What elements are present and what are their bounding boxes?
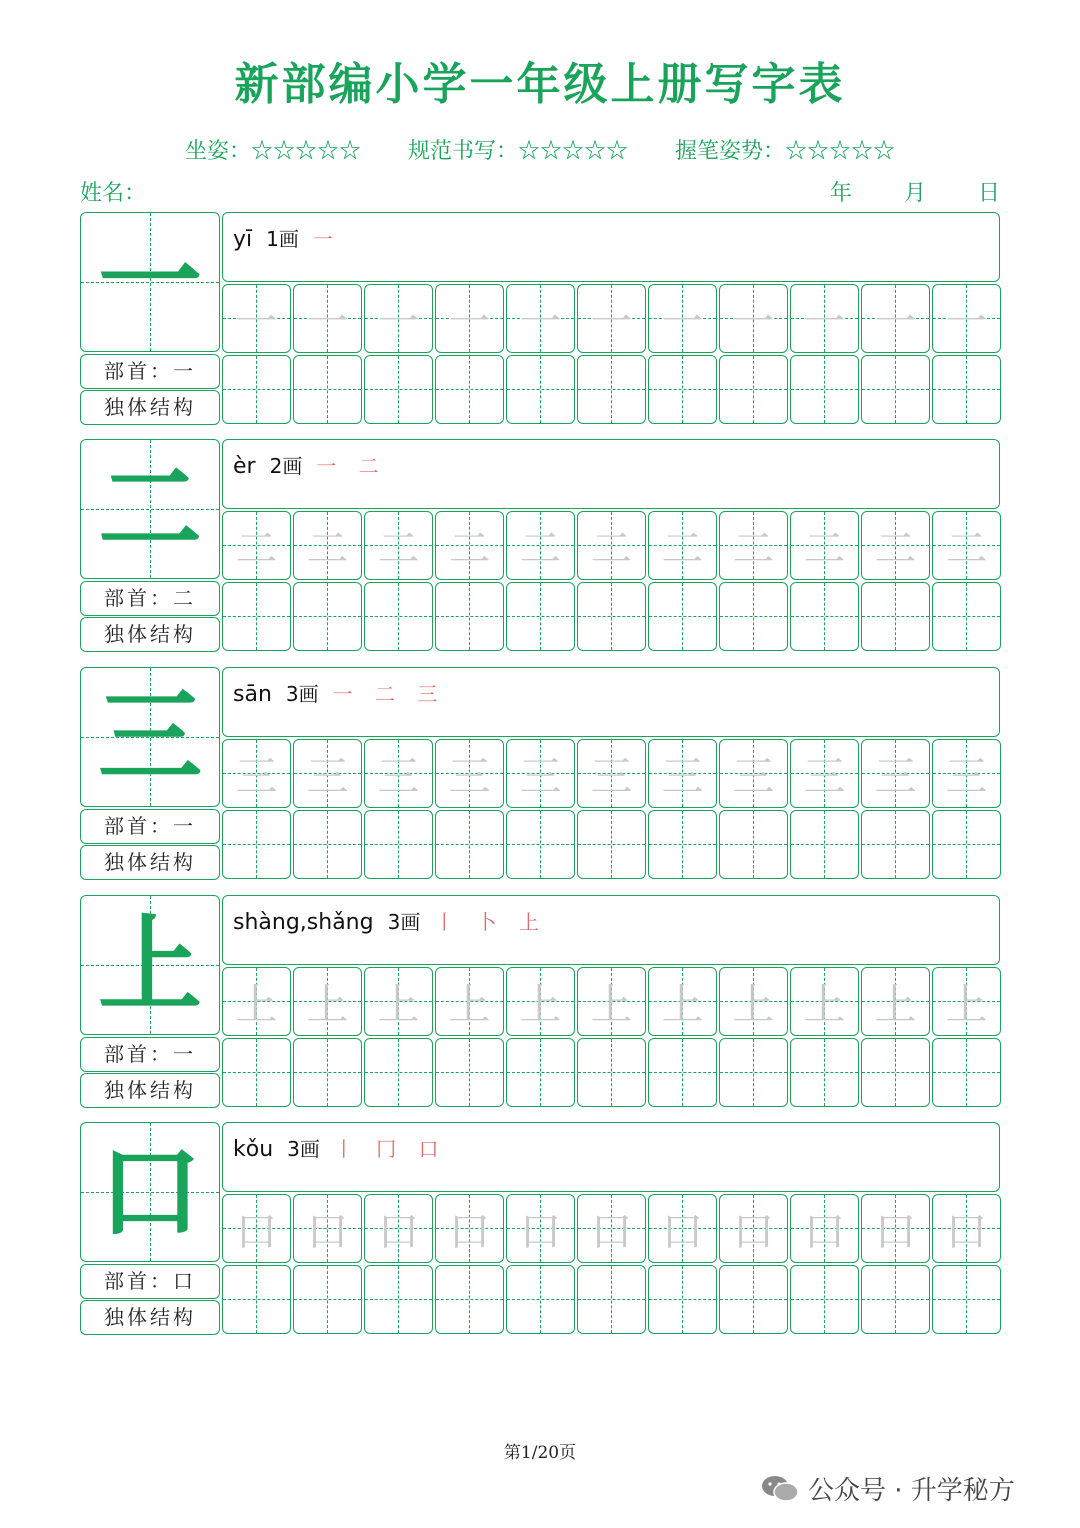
practice-cell[interactable] xyxy=(648,739,717,808)
practice-cell[interactable] xyxy=(222,284,291,353)
watermark xyxy=(760,1468,1015,1508)
trace-char: 三 xyxy=(448,751,491,801)
practice-cell[interactable] xyxy=(364,1194,433,1263)
practice-cell[interactable] xyxy=(222,511,291,580)
practice-cell[interactable] xyxy=(861,284,930,353)
practice-cell[interactable] xyxy=(293,511,362,580)
practice-cell[interactable] xyxy=(861,1194,930,1263)
trace-char: 三 xyxy=(874,751,917,801)
rating-sitting: 坐姿：☆☆☆☆☆ xyxy=(184,139,361,164)
rating-writing: 规范书写：☆☆☆☆☆ xyxy=(407,139,628,164)
year-label: 年 xyxy=(830,181,853,206)
practice-cell[interactable] xyxy=(790,1194,859,1263)
model-char: 上 xyxy=(97,904,202,1026)
practice-cell[interactable] xyxy=(861,355,930,424)
trace-char: 二 xyxy=(448,523,491,573)
practice-cell[interactable] xyxy=(790,967,859,1036)
practice-cell[interactable] xyxy=(719,511,788,580)
practice-cell[interactable] xyxy=(790,739,859,808)
trace-char: 一 xyxy=(590,296,633,346)
practice-cell[interactable] xyxy=(719,810,788,879)
trace-char: 二 xyxy=(803,523,846,573)
practice-cell[interactable] xyxy=(435,739,504,808)
trace-char: 上 xyxy=(448,979,491,1029)
trace-char: 三 xyxy=(945,751,988,801)
practice-cell[interactable] xyxy=(932,1194,1001,1263)
practice-cell[interactable] xyxy=(648,511,717,580)
practice-cell[interactable] xyxy=(932,1038,1001,1107)
practice-cell[interactable] xyxy=(364,967,433,1036)
practice-cell[interactable] xyxy=(719,1194,788,1263)
char-block xyxy=(80,895,1000,1108)
practice-cell[interactable] xyxy=(506,284,575,353)
page-number: 第1/20页 xyxy=(503,1443,577,1463)
trace-char: 口 xyxy=(874,1206,917,1256)
trace-char: 三 xyxy=(732,751,775,801)
name-date-line xyxy=(80,176,1000,208)
trace-char: 上 xyxy=(874,979,917,1029)
practice-cell[interactable] xyxy=(577,284,646,353)
practice-cell[interactable] xyxy=(506,355,575,424)
practice-cell[interactable] xyxy=(222,967,291,1036)
trace-char: 三 xyxy=(377,751,420,801)
practice-cell[interactable] xyxy=(932,810,1001,879)
practice-cell[interactable] xyxy=(932,355,1001,424)
practice-cell[interactable] xyxy=(577,511,646,580)
practice-cell[interactable] xyxy=(861,511,930,580)
practice-cell[interactable] xyxy=(222,1194,291,1263)
practice-cell[interactable] xyxy=(293,355,362,424)
trace-char: 一 xyxy=(732,296,775,346)
wechat-icon xyxy=(760,1473,800,1503)
model-char-box xyxy=(80,895,220,1035)
practice-cell[interactable] xyxy=(577,1194,646,1263)
practice-cell[interactable] xyxy=(293,967,362,1036)
trace-char: 二 xyxy=(945,523,988,573)
practice-cell[interactable] xyxy=(293,284,362,353)
structure-label: 独体结构 xyxy=(80,1300,220,1335)
trace-char: 二 xyxy=(732,523,775,573)
model-char: 三 xyxy=(97,676,202,798)
model-char-box xyxy=(80,212,220,352)
practice-cell[interactable] xyxy=(364,355,433,424)
practice-cell[interactable] xyxy=(790,810,859,879)
practice-cell[interactable] xyxy=(435,511,504,580)
practice-cell[interactable] xyxy=(222,582,291,651)
char-block xyxy=(80,667,1000,880)
practice-cell[interactable] xyxy=(719,967,788,1036)
practice-cell[interactable] xyxy=(435,967,504,1036)
practice-cell[interactable] xyxy=(364,810,433,879)
practice-cell[interactable] xyxy=(932,511,1001,580)
structure-label: 独体结构 xyxy=(80,390,220,425)
name-label: 姓名： xyxy=(80,181,147,206)
trace-char: 上 xyxy=(377,979,420,1029)
model-char: 口 xyxy=(97,1131,202,1253)
trace-char: 一 xyxy=(661,296,704,346)
radical-label: 部首：一 xyxy=(80,1037,220,1072)
practice-cell[interactable] xyxy=(932,739,1001,808)
practice-cell[interactable] xyxy=(222,1038,291,1107)
model-char-box xyxy=(80,1122,220,1262)
practice-cell[interactable] xyxy=(719,582,788,651)
rating-row xyxy=(0,134,1080,165)
practice-cell[interactable] xyxy=(648,582,717,651)
trace-char: 口 xyxy=(235,1206,278,1256)
practice-cell[interactable] xyxy=(790,511,859,580)
structure-label: 独体结构 xyxy=(80,1073,220,1108)
model-char-box xyxy=(80,667,220,807)
practice-cell[interactable] xyxy=(648,284,717,353)
trace-char: 一 xyxy=(945,296,988,346)
trace-char: 三 xyxy=(306,751,349,801)
practice-cell[interactable] xyxy=(577,810,646,879)
trace-char: 二 xyxy=(235,523,278,573)
info-bar xyxy=(222,212,1000,282)
practice-cell[interactable] xyxy=(932,1265,1001,1334)
stroke-count: 2画 xyxy=(269,454,303,478)
trace-char: 二 xyxy=(377,523,420,573)
practice-cell[interactable] xyxy=(293,1038,362,1107)
practice-cell[interactable] xyxy=(577,1265,646,1334)
stroke-order: 一 二 三 xyxy=(332,682,446,706)
practice-cell[interactable] xyxy=(719,1265,788,1334)
structure-label: 独体结构 xyxy=(80,617,220,652)
trace-char: 一 xyxy=(874,296,917,346)
practice-cell[interactable] xyxy=(790,1265,859,1334)
trace-char: 一 xyxy=(448,296,491,346)
practice-cell[interactable] xyxy=(861,582,930,651)
pinyin: sān xyxy=(233,682,272,707)
practice-cell[interactable] xyxy=(719,355,788,424)
practice-cell[interactable] xyxy=(861,967,930,1036)
practice-cell[interactable] xyxy=(577,1038,646,1107)
radical-label: 部首：一 xyxy=(80,354,220,389)
practice-cell[interactable] xyxy=(293,582,362,651)
practice-cell[interactable] xyxy=(719,284,788,353)
trace-char: 三 xyxy=(235,751,278,801)
practice-cell[interactable] xyxy=(648,1038,717,1107)
practice-cell[interactable] xyxy=(648,967,717,1036)
trace-char: 上 xyxy=(235,979,278,1029)
trace-char: 口 xyxy=(945,1206,988,1256)
page-title: 新部编小学一年级上册写字表 xyxy=(234,59,846,110)
info-bar xyxy=(222,1122,1000,1192)
stroke-order: 一 xyxy=(312,227,341,251)
practice-cell[interactable] xyxy=(506,967,575,1036)
trace-char: 口 xyxy=(519,1206,562,1256)
trace-char: 二 xyxy=(519,523,562,573)
practice-cell[interactable] xyxy=(435,1194,504,1263)
pinyin: shàng,shǎng xyxy=(233,910,374,935)
trace-char: 一 xyxy=(803,296,846,346)
practice-cell[interactable] xyxy=(506,1265,575,1334)
trace-char: 上 xyxy=(803,979,846,1029)
stroke-count: 3画 xyxy=(285,682,319,706)
practice-cell[interactable] xyxy=(648,1265,717,1334)
practice-cell[interactable] xyxy=(364,1038,433,1107)
practice-cell[interactable] xyxy=(506,1038,575,1107)
char-block xyxy=(80,439,1000,652)
trace-char: 口 xyxy=(732,1206,775,1256)
practice-cell[interactable] xyxy=(932,582,1001,651)
practice-cell[interactable] xyxy=(364,582,433,651)
pinyin: kǒu xyxy=(233,1137,274,1162)
practice-cell[interactable] xyxy=(932,284,1001,353)
practice-cell[interactable] xyxy=(790,1038,859,1107)
practice-cell[interactable] xyxy=(222,355,291,424)
stroke-order: 丨 卜 上 xyxy=(434,910,548,934)
trace-char: 口 xyxy=(661,1206,704,1256)
trace-char: 口 xyxy=(306,1206,349,1256)
stroke-count: 3画 xyxy=(387,910,421,934)
watermark-text: 公众号 · 升学秘方 xyxy=(808,1475,1015,1506)
practice-cell[interactable] xyxy=(293,810,362,879)
practice-cell[interactable] xyxy=(435,582,504,651)
trace-char: 一 xyxy=(306,296,349,346)
trace-char: 口 xyxy=(377,1206,420,1256)
practice-cell[interactable] xyxy=(506,739,575,808)
trace-char: 一 xyxy=(377,296,420,346)
practice-cell[interactable] xyxy=(861,1038,930,1107)
practice-cell[interactable] xyxy=(506,511,575,580)
trace-char: 上 xyxy=(306,979,349,1029)
practice-cell[interactable] xyxy=(648,810,717,879)
info-bar xyxy=(222,667,1000,737)
practice-cell[interactable] xyxy=(364,511,433,580)
practice-cell[interactable] xyxy=(293,1265,362,1334)
practice-cell[interactable] xyxy=(861,739,930,808)
trace-char: 口 xyxy=(590,1206,633,1256)
char-block xyxy=(80,1122,1000,1335)
practice-cell[interactable] xyxy=(648,355,717,424)
trace-char: 上 xyxy=(945,979,988,1029)
trace-char: 三 xyxy=(661,751,704,801)
trace-char: 二 xyxy=(661,523,704,573)
practice-cell[interactable] xyxy=(932,967,1001,1036)
practice-cell[interactable] xyxy=(293,739,362,808)
radical-label: 部首：口 xyxy=(80,1264,220,1299)
practice-cell[interactable] xyxy=(435,1265,504,1334)
trace-char: 上 xyxy=(661,979,704,1029)
practice-cell[interactable] xyxy=(861,1265,930,1334)
trace-char: 二 xyxy=(590,523,633,573)
practice-cell[interactable] xyxy=(222,810,291,879)
trace-char: 上 xyxy=(519,979,562,1029)
day-label: 日 xyxy=(978,181,1001,206)
practice-cell[interactable] xyxy=(293,1194,362,1263)
trace-char: 上 xyxy=(590,979,633,1029)
practice-cell[interactable] xyxy=(222,1265,291,1334)
trace-char: 三 xyxy=(519,751,562,801)
practice-cell[interactable] xyxy=(719,1038,788,1107)
stroke-order: 丨 冂 口 xyxy=(333,1137,447,1161)
pinyin: yī xyxy=(233,227,253,252)
rating-grip: 握笔姿势：☆☆☆☆☆ xyxy=(675,139,896,164)
trace-char: 三 xyxy=(590,751,633,801)
practice-cell[interactable] xyxy=(577,739,646,808)
practice-cell[interactable] xyxy=(790,582,859,651)
practice-cell[interactable] xyxy=(506,810,575,879)
practice-cell[interactable] xyxy=(435,355,504,424)
practice-cell[interactable] xyxy=(435,284,504,353)
practice-cell[interactable] xyxy=(577,355,646,424)
model-char: 一 xyxy=(97,221,202,343)
practice-cell[interactable] xyxy=(364,1265,433,1334)
trace-char: 三 xyxy=(803,751,846,801)
trace-char: 口 xyxy=(803,1206,846,1256)
practice-cell[interactable] xyxy=(364,284,433,353)
trace-char: 一 xyxy=(235,296,278,346)
stroke-count: 1画 xyxy=(266,227,299,251)
model-char-box xyxy=(80,439,220,579)
practice-cell[interactable] xyxy=(861,810,930,879)
practice-cell[interactable] xyxy=(435,810,504,879)
stroke-count: 3画 xyxy=(287,1137,320,1161)
trace-char: 上 xyxy=(732,979,775,1029)
trace-char: 口 xyxy=(448,1206,491,1256)
practice-cell[interactable] xyxy=(435,1038,504,1107)
info-bar xyxy=(222,895,1000,965)
month-label: 月 xyxy=(904,181,927,206)
stroke-order: 一 二 xyxy=(316,454,387,478)
radical-label: 部首：二 xyxy=(80,581,220,616)
model-char: 二 xyxy=(97,448,202,570)
trace-char: 二 xyxy=(306,523,349,573)
practice-cell[interactable] xyxy=(577,582,646,651)
pinyin: èr xyxy=(233,454,256,479)
practice-cell[interactable] xyxy=(506,582,575,651)
practice-cell[interactable] xyxy=(506,1194,575,1263)
practice-cell[interactable] xyxy=(364,739,433,808)
radical-label: 部首：一 xyxy=(80,809,220,844)
practice-cell[interactable] xyxy=(719,739,788,808)
trace-char: 一 xyxy=(519,296,562,346)
practice-cell[interactable] xyxy=(577,967,646,1036)
practice-cell[interactable] xyxy=(648,1194,717,1263)
trace-char: 二 xyxy=(874,523,917,573)
practice-cell[interactable] xyxy=(790,355,859,424)
structure-label: 独体结构 xyxy=(80,845,220,880)
char-block xyxy=(80,212,1000,425)
info-bar xyxy=(222,439,1000,509)
practice-cell[interactable] xyxy=(790,284,859,353)
practice-cell[interactable] xyxy=(222,739,291,808)
